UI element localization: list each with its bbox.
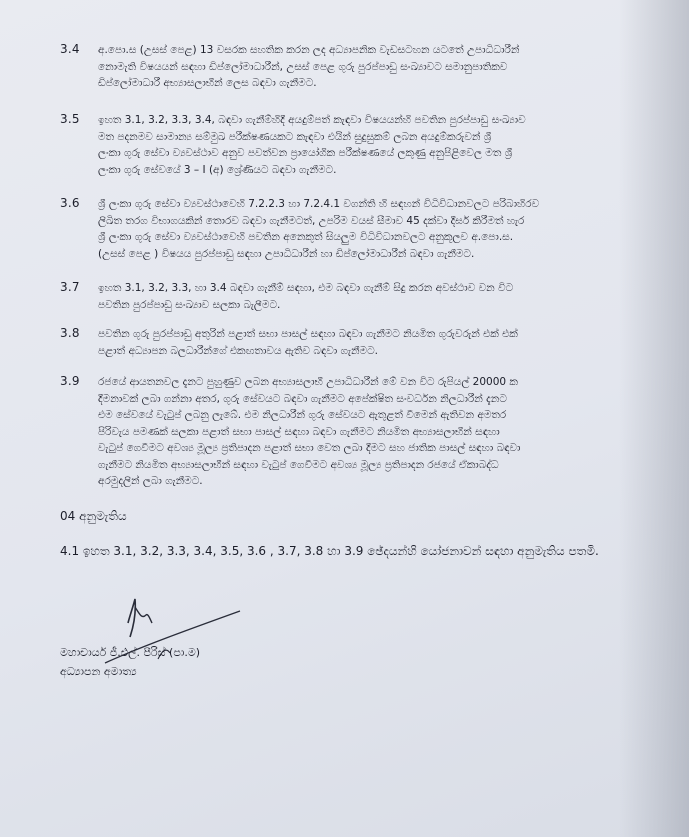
clause-line: දීමනාවක් ලබා ගන්නා අතර, ගුරු සේවයට බඳවා ගැනීමට අපේක්ෂිත සංවර්ධන නිලධාරීන් දැනට bbox=[98, 392, 507, 405]
clause-line: පිරිවැය පමණක් සලකා පළාත් සභා පාසල් සඳහා බඳවා ගැනීමට නියමිත අභ්‍යාසලාභීන් සඳහා bbox=[98, 425, 500, 438]
signatory-block bbox=[60, 643, 200, 681]
clause-body bbox=[98, 326, 668, 359]
clause-line: ලංකා ගුරු සේවා ව්‍යවස්ථාව අනුව පවත්වන ප්‍රායෝගික පරීක්ෂණයේ ලකුණු අනුපිළිවෙල මත ශ්‍රී bbox=[98, 147, 513, 159]
clause-line: ශ්‍රී ලංකා ගුරු සේවා ව්‍යවස්ථාවෙහි පවතින අනෙකුත් සියලුම විධිවිධානවලට අනුකූලව අ.පො.ස. bbox=[98, 231, 514, 243]
clause-number: 3.8 bbox=[60, 326, 80, 340]
clause-line: (උසස් පෙළ ) විෂයය පුරප්පාඩු සඳහා උපාධිධාරීන් හා ඩිප්ලෝමාධාරීන් බඳවා ගැනීමට. bbox=[98, 247, 475, 260]
clause-number: 3.9 bbox=[60, 374, 80, 388]
clause-line: ඉහත 3.1, 3.2, 3.3, 3.4, බඳවා ගැනීම්හිදී අයදුම්පත් කැඳවා විෂයයන්හි පවතින පුරප්පාඩු සංඛ්‍යාව bbox=[98, 114, 526, 126]
clause-body bbox=[98, 196, 668, 262]
clause-body bbox=[98, 112, 668, 178]
approval-statement: 4.1 ඉහත 3.1, 3.2, 3.3, 3.4, 3.5, 3.6 , 3.7, 3.8 හා 3.9 ඡේදයන්හි යෝජනාවන් සඳහා අනුමැතිය පතමි. bbox=[60, 544, 599, 558]
clause-line: රජයේ ආයතනවල දැනට පුහුණුව ලබන අභ්‍යාසලාභී උපාධිධාරීන් මේ වන විට රුපියල් 20000 ක bbox=[98, 376, 518, 388]
clause-line: පවතින පුරප්පාඩු සංඛ්‍යාව සලකා බැලීමට. bbox=[98, 298, 281, 311]
clause-number: 3.6 bbox=[60, 196, 80, 210]
signatory-name: මහාචාර්ය ජී.එල්. පීරිස් (පා.ම) bbox=[60, 646, 201, 659]
clause-line: අ.පො.ස (උසස් පෙළ) 13 වසරක සහතික කරන ලද අධ්‍යාපනික වැඩසටහන යටතේ උපාධිධාරීන් bbox=[98, 44, 520, 56]
clause-line: ශ්‍රී ලංකා ගුරු සේවා ව්‍යවස්ථාවෙහි 7.2.2.3 හා 7.2.4.1 වගන්ති හි සඳහන් විධිවිධානවලට පරිබාහිරව bbox=[98, 198, 540, 210]
signatory-title: අධ්‍යාපන අමාත්‍ය bbox=[60, 665, 137, 678]
clause-line: ගැනීමට නියමිත අභ්‍යාසලාභීන් සඳහා වැටුප් ගෙවීමට අවශ්‍ය මූල්‍ය ප්‍රතිපාදන රජයේ ඒකාබද්ධ bbox=[98, 458, 499, 471]
clause-line: අරමුදලින් ලබා ගැනීමට. bbox=[98, 475, 203, 487]
clause-body bbox=[98, 374, 668, 490]
clause-line: වැටුප් ගෙවීමට අවශ්‍ය මූල්‍ය ප්‍රතිපාදන පළාත් සභා වෙත ලබා දීමට සහ ජාතික පාසල් සඳහා බඳවා bbox=[98, 442, 521, 454]
section-heading: 04 අනුමැතිය bbox=[60, 509, 127, 523]
clause-line: පවතින ගුරු පුරප්පාඩු අතුරින් පළාත් සභා පාසල් සඳහා බඳවා ගැනීමට නියමිත ගුරුවරුන් එක් එක් bbox=[98, 328, 518, 340]
clause-line: මත පදනමව සාමාන්‍ය සම්මුඛ පරීක්ෂණයකට කැඳවා එයින් සුදුසුකම් ලබන අයදුම්කරුවන් ශ්‍රී bbox=[98, 130, 492, 143]
clause-line: නොමැති විෂයයන් සඳහා ඩිප්ලෝමාධාරීන්, උසස් පෙළ ගුරු පුරප්පාඩු සංඛ්‍යාවට සමානුපාතිකව bbox=[98, 60, 508, 73]
clause-line: පළාත් අධ්‍යාපන බලධාරීන්ගේ එකඟතාවය ඇතිව බඳවා ගැනීමට. bbox=[98, 344, 378, 357]
clause-line: එම සේවයේ වැටුප් ලබනු ලැබේ. එම නිලධාරීන් ගුරු සේවයට ඇතුළත් වීමෙන් ඇතිවන අමතර bbox=[98, 409, 507, 421]
clause-number: 3.5 bbox=[60, 112, 80, 126]
clause-number: 3.7 bbox=[60, 280, 80, 294]
clause-number: 3.4 bbox=[60, 42, 80, 56]
clause-body bbox=[98, 280, 668, 313]
clause-line: ලිඛිත තරග විභාගයකින් තොරව බඳවා ගැනීමටත්, උපරිම වයස් සීමාව 45 දක්වා දීර්ඝ කිරීමත් හැර bbox=[98, 214, 525, 227]
clause-body bbox=[98, 42, 668, 92]
clause-line: ලංකා ගුරු සේවයේ 3 – I (අ) ශ්‍රේණියට බඳවා ගැනීමට. bbox=[98, 163, 337, 176]
clause-line: ඉහත 3.1, 3.2, 3.3, හා 3.4 බඳවා ගැනීම් සඳහා, එම බඳවා ගැනීම් සිදු කරන අවස්ථාව වන විට bbox=[98, 282, 514, 294]
clause-line: ඩිප්ලෝමාධාරී අභ්‍යාසලාභීන් ලෙස බඳවා ගැනීමට. bbox=[98, 77, 317, 89]
